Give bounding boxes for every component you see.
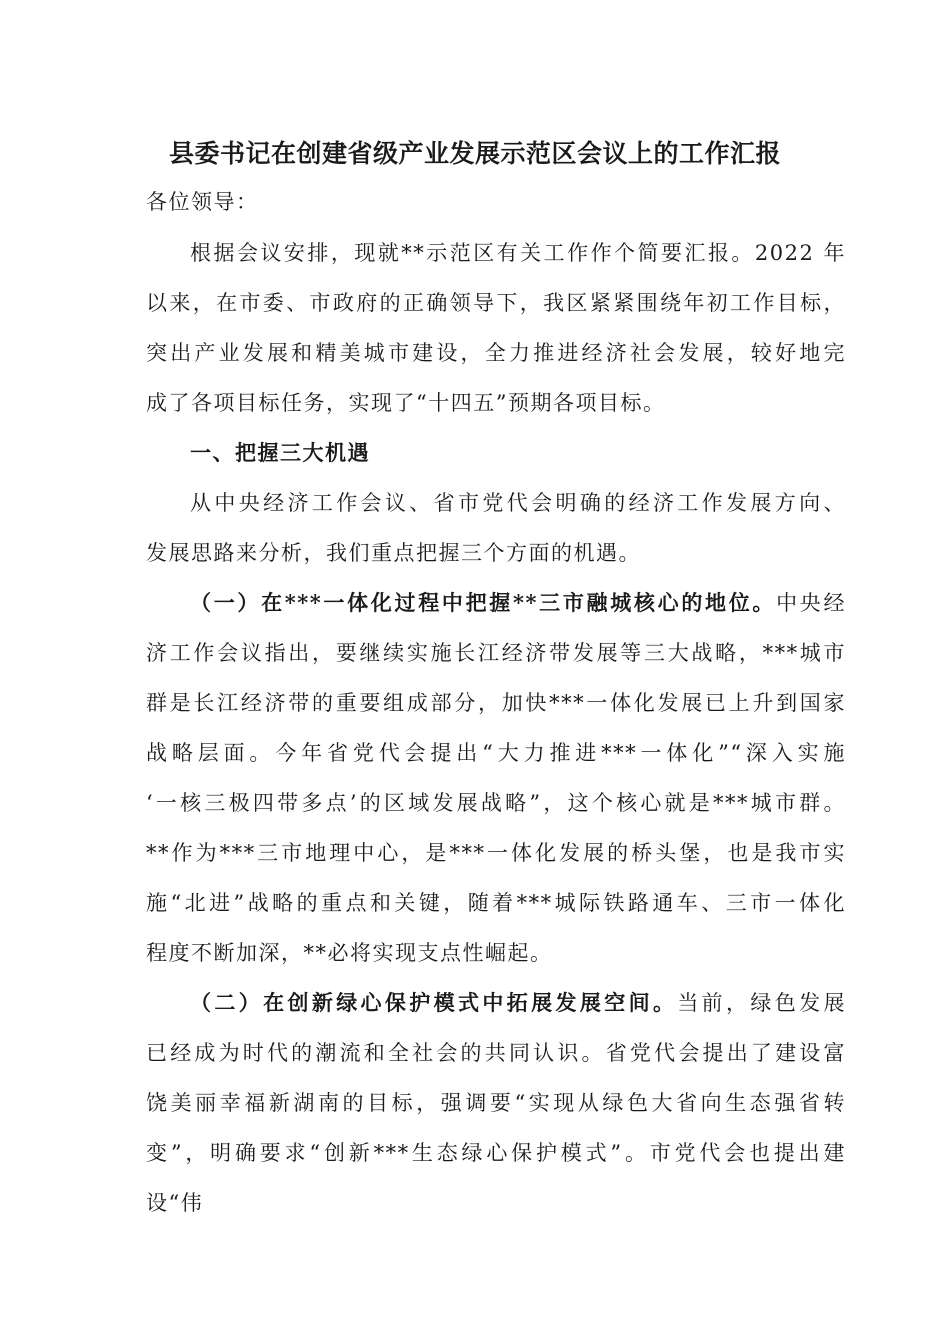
p3-line-8: 程度不断加深，**必将实现支点性崛起。	[146, 941, 553, 965]
p1-line-1: 根据会议安排，现就**示范区有关工作作个简要汇报。2022 年	[190, 241, 846, 265]
p4-line-5: 设“伟	[146, 1191, 204, 1215]
p4-lead-bold: （二）在创新绿心保护模式中拓展发展空间。	[190, 990, 678, 1015]
p3-line-6: **作为***三市地理中心，是***一体化发展的桥头堡，也是我市实	[146, 841, 846, 865]
p1-line-4: 成了各项目标任务，实现了“十四五”预期各项目标。	[146, 391, 666, 415]
section-heading-1: 一、把握三大机遇	[190, 440, 370, 465]
p4-lead-rest: 当前，绿色发展	[677, 991, 847, 1015]
p2-line-1: 从中央经济工作会议、省市党代会明确的经济工作发展方向、	[190, 491, 846, 515]
p3-line-7: 施“北进”战略的重点和关键，随着***城际铁路通车、三市一体化	[146, 891, 846, 915]
p2-line-2: 发展思路来分析，我们重点把握三个方面的机遇。	[146, 541, 641, 565]
p4-line-4: 变”，明确要求“创新***生态绿心保护模式”。市党代会也提出建	[146, 1141, 846, 1165]
p1-line-2: 以来，在市委、市政府的正确领导下，我区紧紧围绕年初工作目标，	[146, 291, 846, 315]
p3-line-3: 群是长江经济带的重要组成部分，加快***一体化发展已上升到国家	[146, 691, 846, 715]
p1-line-3: 突出产业发展和精美城市建设，全力推进经济社会发展，较好地完	[146, 341, 846, 365]
p3-line-1	[190, 587, 846, 617]
p3-line-4: 战略层面。今年省党代会提出“大力推进***一体化”“深入实施	[146, 741, 846, 765]
p4-line-2: 已经成为时代的潮流和全社会的共同认识。省党代会提出了建设富	[146, 1041, 846, 1065]
document-title: 县委书记在创建省级产业发展示范区会议上的工作汇报	[168, 139, 781, 168]
p3-lead-rest: 中央经	[776, 591, 846, 615]
p3-line-2: 济工作会议指出，要继续实施长江经济带发展等三大战略，***城市	[146, 641, 846, 665]
p4-line-1	[190, 987, 846, 1017]
salutation: 各位领导：	[146, 190, 259, 214]
p4-line-3: 饶美丽幸福新湖南的目标，强调要“实现从绿色大省向生态强省转	[146, 1091, 846, 1115]
p3-line-5: ‘一核三极四带多点’的区域发展战略”，这个核心就是***城市群。	[146, 791, 846, 815]
p3-lead-bold: （一）在***一体化过程中把握**三市融城核心的地位。	[190, 590, 777, 615]
